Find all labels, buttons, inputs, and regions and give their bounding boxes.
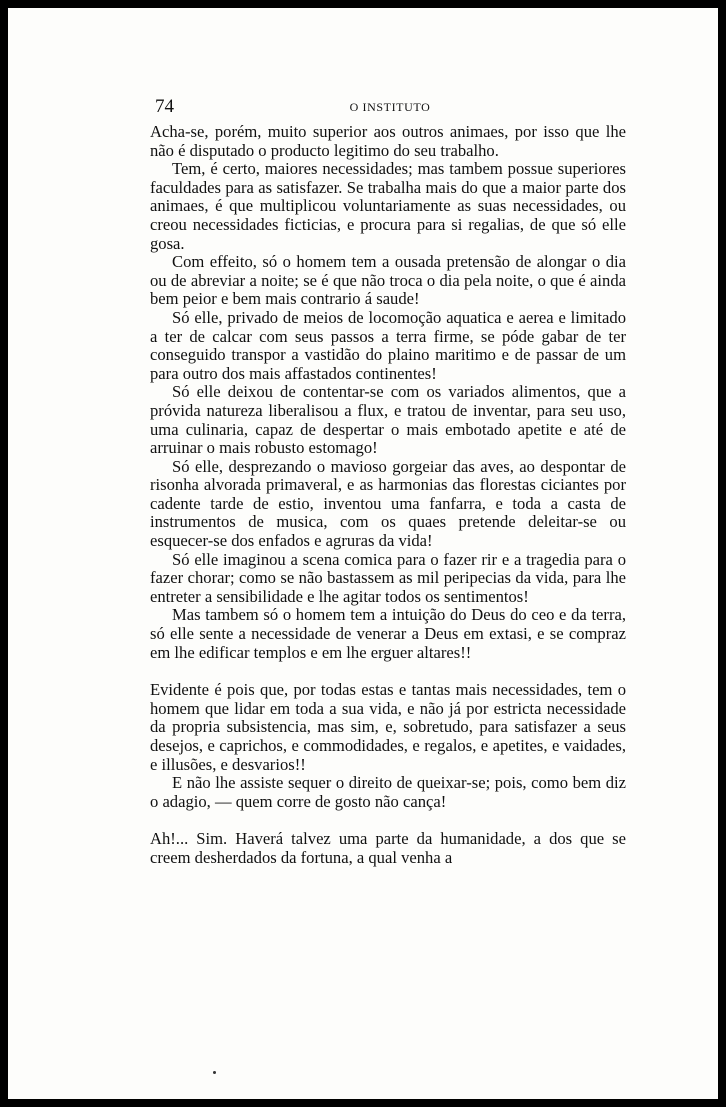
paragraph: Só elle, desprezando o mavioso gorgeiar das aves, ao despontar de risonha alvorada primaveral, e as harmonias das florestas ciciantes por cadente tarde de estio, inventou uma fanfarra, e toda a casta de instrumentos de musica, com os quaes pretende deleitar-se ou esquecer-se dos enfados e agruras da vida!: [150, 456, 626, 551]
paragraph: Com effeito, só o homem tem a ousada pretensão de alongar o dia ou de abreviar a noite; se é que não troca o dia pela noite, o que é ainda bem peior e bem mais contrario á saude!: [150, 252, 626, 309]
print-speck: [213, 1071, 216, 1074]
paragraph: Só elle, privado de meios de locomoção aquatica e aerea e limitado a ter de calcar com seus passos a terra firme, se póde gabar de ter conseguido transpor a vastidão do plaino maritimo e de passar de um para outro dos mais affastados continentes!: [150, 307, 626, 383]
paragraph: Evidente é pois que, por todas estas e tantas mais necessidades, tem o homem que lidar em toda a sua vida, e não já por estricta necessidade da propria subsistencia, mas sim, e, sobretudo, para satisfazer a seus desejos, e caprichos, e commodidades, e regalos, e apetites, e vaidades, e illusões, e desvarios!!: [150, 680, 626, 774]
running-title: O INSTITUTO: [349, 100, 431, 114]
page-header: [155, 96, 625, 120]
paragraph: Só elle imaginou a scena comica para o fazer rir e a tragedia para o fazer chorar; como se não bastassem as mil peripecias da vida, para lhe entreter a sensibilidade e lhe agitar todos os sentimentos!: [150, 549, 626, 606]
paragraph: E não lhe assiste sequer o direito de queixar-se; pois, como bem diz o adagio, — quem corre de gosto não cança!: [150, 773, 626, 811]
paragraph: Mas tambem só o homem tem a intuição do Deus do ceo e da terra, só elle sente a necessidade de venerar a Deus em extasi, e se compraz em lhe edificar templos e em lhe erguer altares!!: [150, 605, 626, 662]
body-text: [150, 123, 626, 868]
paragraph: Tem, é certo, maiores necessidades; mas tambem possue superiores faculdades para as satisfazer. Se trabalha mais do que a maior parte dos animaes, é que multiplicou voluntariamente as suas necessidades, ou creou necessidades ficticias, e procura para si regalias, de que só elle gosa.: [150, 159, 626, 253]
paragraph: Ah!... Sim. Haverá talvez uma parte da humanidade, a dos que se creem desherdados da fortuna, a qual venha a: [150, 829, 626, 867]
paragraph: Só elle deixou de contentar-se com os variados alimentos, que a próvida natureza liberalisou a flux, e tratou de inventar, para seu uso, uma culinaria, capaz de despertar o mais embotado apetite e até de arruinar o mais robusto estomago!: [150, 382, 626, 458]
paragraph: Acha-se, porém, muito superior aos outros animaes, por isso que lhe não é disputado o producto legitimo do seu trabalho.: [150, 122, 626, 160]
page-number: 74: [155, 96, 174, 117]
